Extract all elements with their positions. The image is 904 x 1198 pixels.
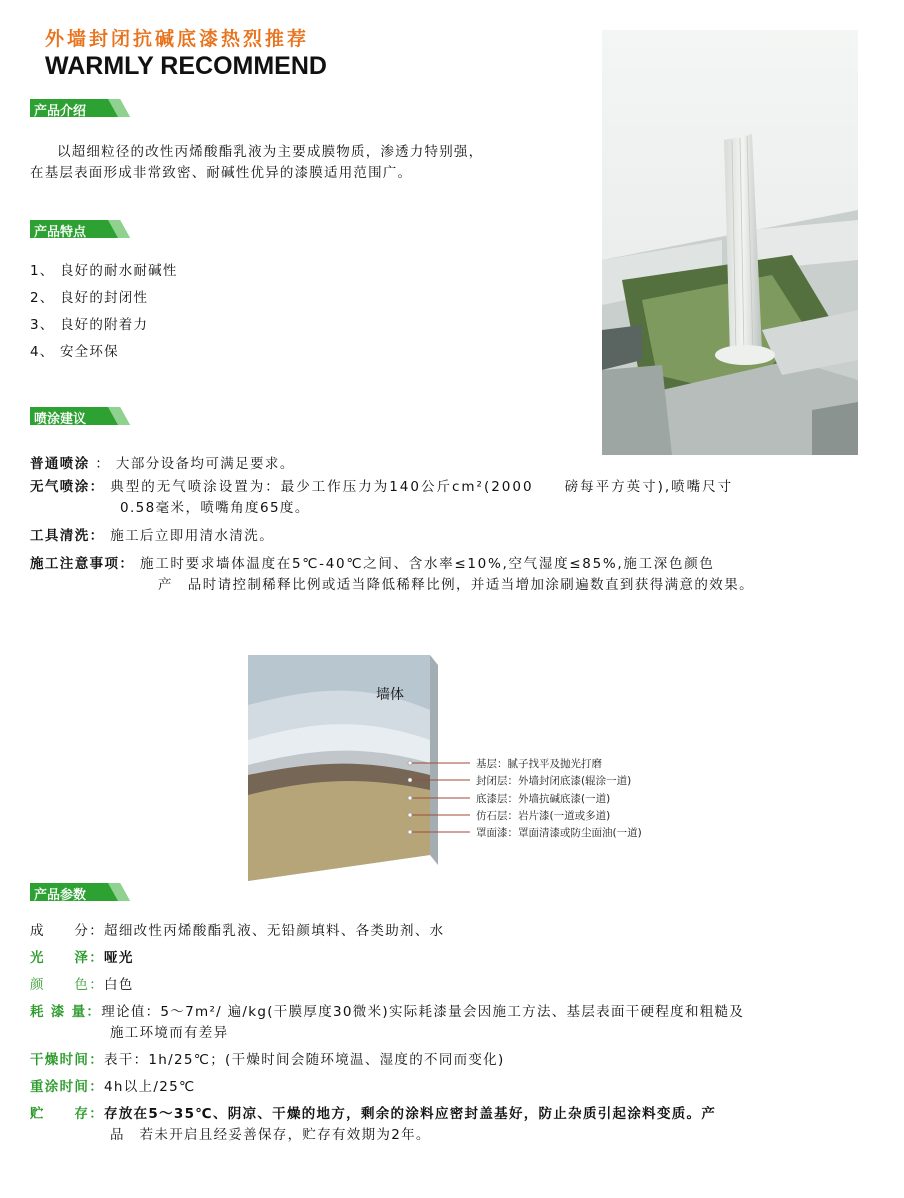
param-row [30, 1077, 870, 1104]
building-photo [602, 30, 858, 455]
param-label: 耗 漆 量 [30, 1004, 87, 1020]
param-row [30, 1104, 870, 1125]
param-sep: ： [89, 1052, 105, 1068]
spray-row [30, 526, 870, 554]
param-sep: ： [89, 923, 105, 939]
spray-text: 施工时要求墙体温度在5℃-40℃之间、含水率≤10%,空气湿度≤85%,施工深色颜色 [140, 556, 715, 572]
spray-row [30, 477, 870, 498]
section-tag-label: 产品特点 [34, 225, 87, 240]
feature-item: 2、 良好的封闭性 [30, 290, 149, 306]
spray-text-cont: 0.58毫米，喷嘴角度65度。 [120, 500, 310, 516]
section-tag-label: 喷涂建议 [34, 412, 87, 427]
wall-layer-diagram [248, 655, 668, 883]
spray-advice [30, 454, 870, 596]
param-value-cont: 品 若未开启且经妥善保存，贮存有效期为2年。 [110, 1127, 431, 1143]
spray-row [30, 454, 870, 477]
page-title-cn: 外墙封闭抗碱底漆热烈推荐 [45, 28, 310, 50]
spray-sep: ： [95, 456, 111, 472]
param-value: 白色 [104, 977, 134, 993]
section-tag-label: 产品介绍 [34, 104, 87, 119]
param-label: 干燥时间 [30, 1052, 90, 1068]
param-sep: ： [86, 1004, 102, 1020]
param-value: 4h以上/25℃ [104, 1079, 196, 1095]
layer-label: 罩面漆：罩面清漆或防尘面油(一道) [476, 827, 642, 839]
wall-label: 墙体 [376, 687, 404, 703]
layer-label: 底漆层：外墙抗碱底漆(一道) [476, 793, 611, 805]
param-label: 光 泽 [30, 950, 90, 966]
param-sep: ： [89, 950, 105, 966]
spray-text: 大部分设备均可满足要求。 [115, 456, 295, 472]
param-row [30, 948, 870, 975]
param-sep: ： [89, 1079, 105, 1095]
intro-text [30, 142, 590, 184]
page-title-en: WARMLY RECOMMEND [45, 52, 327, 80]
param-value: 哑光 [104, 950, 134, 966]
param-sep: ： [89, 977, 105, 993]
param-value: 表干：1h/25℃；(干燥时间会随环境温、湿度的不同而变化) [104, 1052, 505, 1068]
param-label: 成 分 [30, 923, 90, 939]
layer-label: 基层：腻子找平及抛光打磨 [476, 758, 602, 770]
intro-line: 在基层表面形成非常致密、耐碱性优异的漆膜适用范围广。 [30, 165, 413, 181]
spray-text: 典型的无气喷涂设置为：最少工作压力为140公斤cm²(2000 磅每平方英寸),喷嘴尺寸 [110, 479, 734, 495]
param-row [30, 975, 870, 1002]
feature-list [30, 258, 178, 366]
section-tag-intro [30, 99, 130, 117]
param-value-cont: 施工环境而有差异 [110, 1025, 229, 1041]
param-row [30, 1002, 870, 1023]
section-tag-params [30, 883, 130, 901]
param-label: 贮 存 [30, 1106, 90, 1122]
section-tag-features [30, 220, 130, 238]
param-sep: ： [89, 1106, 105, 1122]
param-row [30, 1050, 870, 1077]
param-value: 理论值：5～7m²/ 遍/kg(干膜厚度30微米)实际耗漆量会因施工方法、基层表面干硬程度和粗糙及 [101, 1004, 745, 1020]
intro-line: 以超细粒径的改性丙烯酸酯乳液为主要成膜物质，渗透力特别强， [57, 144, 484, 160]
param-row [30, 921, 870, 948]
product-params [30, 921, 870, 1146]
spray-label: 无气喷涂： [30, 479, 105, 495]
spray-label: 普通喷涂 [30, 456, 90, 472]
layer-label: 封闭层：外墙封闭底漆(辊涂一道) [476, 775, 632, 787]
spray-label: 施工注意事项： [30, 556, 135, 572]
spray-label: 工具清洗： [30, 528, 105, 544]
feature-item: 1、 良好的耐水耐碱性 [30, 263, 178, 279]
param-value: 超细改性丙烯酸酯乳液、无铅颜填料、各类助剂、水 [104, 923, 445, 939]
feature-item: 3、 良好的附着力 [30, 317, 149, 333]
spray-row [30, 554, 870, 575]
param-label: 重涂时间 [30, 1079, 90, 1095]
spray-text: 施工后立即用清水清洗。 [110, 528, 275, 544]
section-tag-label: 产品参数 [34, 888, 87, 903]
section-tag-spray [30, 407, 130, 425]
param-label: 颜 色 [30, 977, 90, 993]
feature-item: 4、 安全环保 [30, 344, 119, 360]
param-value: 存放在5～35℃、阴凉、干燥的地方，剩余的涂料应密封盖基好，防止杂质引起涂料变质。产 [104, 1106, 717, 1122]
spray-text-cont: 产 品时请控制稀释比例或适当降低稀释比例，并适当增加涂刷遍数直到获得满意的效果。 [158, 577, 754, 593]
layer-label: 仿石层：岩片漆(一道或多道) [476, 810, 611, 822]
